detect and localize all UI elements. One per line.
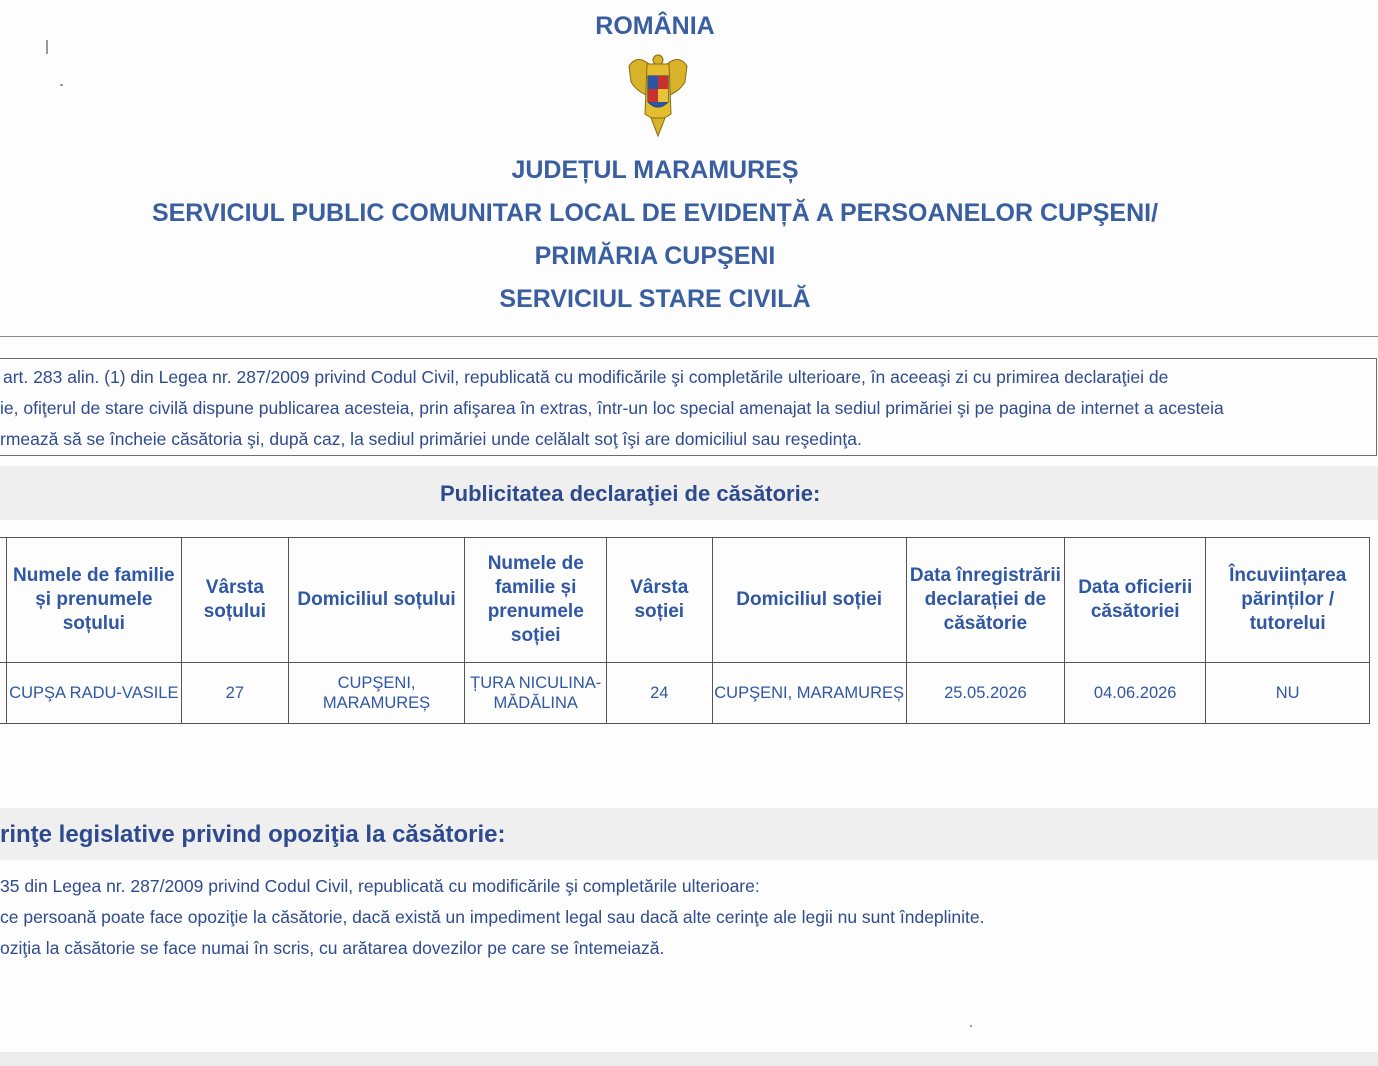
column-header: Domiciliul soțului [288,538,465,663]
service-title: SERVICIUL PUBLIC COMUNITAR LOCAL DE EVIDENȚĂ A PERSOANELOR CUPŞENI/ [151,199,1159,227]
opposition-title: rinţe legislative privind opoziţia la căsătorie: [0,821,506,848]
page-bottom-edge [0,1052,1378,1066]
civil-status-title: SERVICIUL STARE CIVILĂ [499,285,811,313]
table-cell: CUPŞENI, MARAMUREȘ [288,663,465,724]
coat-of-arms-icon [627,52,689,138]
table-cell: 04.06.2026 [1065,663,1206,724]
scan-mark [46,40,48,54]
publicity-title: Publicitatea declaraţiei de căsătorie: [440,481,821,506]
table-cell: 27 [182,663,289,724]
scan-mark [970,1025,972,1027]
town-hall-title: PRIMĂRIA CUPŞENI [534,242,776,270]
column-header: Data înregistrării declarației de căsătorie [906,538,1064,663]
intro-box [0,358,1377,456]
intro-line: rmează să se încheie căsătoria şi, după caz, la sediul primăriei unde celălalt soţ îşi are domiciliul sau reşedinţa. [0,429,862,449]
intro-line: ie, ofiţerul de stare civilă dispune publicarea acesteia, prin afişarea în extras, într-un loc special amenajat la sediul primăriei şi pe pagina de internet a acesteia [0,398,1224,418]
column-header: Numele de familie și prenumele soției [465,538,607,663]
table-cell: CUPŞENI, MARAMUREȘ [712,663,906,724]
table-cell: 24 [607,663,713,724]
header-divider [0,336,1378,337]
opposition-line: oziţia la căsătorie se face numai în scris, cu arătarea dovezilor pe care se întemeiază. [0,938,665,958]
county-title: JUDEȚUL MARAMUREȘ [511,156,799,184]
table-header-row [0,538,1370,663]
table-cell: ȚURA NICULINA-MĂDĂLINA [465,663,607,724]
column-header: Numele de familie și prenumele soțului [6,538,181,663]
column-header: Încuviințarea părinților / tutorelui [1206,538,1370,663]
table-cell: 25.05.2026 [906,663,1064,724]
opposition-line: ce persoană poate face opoziţie la căsătorie, dacă există un impediment legal sau dacă alte cerinţe ale legii nu sunt îndeplinite. [0,907,985,927]
table-row [0,663,1370,724]
column-header: Vârsta soției [607,538,713,663]
country-title: ROMÂNIA [595,12,715,40]
column-header: Domiciliul soției [712,538,906,663]
table-cell: NU [1206,663,1370,724]
declaration-table [0,537,1370,724]
intro-line: art. 283 alin. (1) din Legea nr. 287/2009 privind Codul Civil, republicată cu modificările şi completările ulterioare, în aceeaşi zi cu primirea declaraţiei de [3,367,1169,387]
scan-mark [60,84,63,86]
column-header: Data oficierii căsătoriei [1065,538,1206,663]
opposition-line: 35 din Legea nr. 287/2009 privind Codul Civil, republicată cu modificările şi completările ulterioare: [0,876,760,896]
table-cell: CUPŞA RADU-VASILE [6,663,181,724]
column-header: Vârsta soțului [182,538,289,663]
